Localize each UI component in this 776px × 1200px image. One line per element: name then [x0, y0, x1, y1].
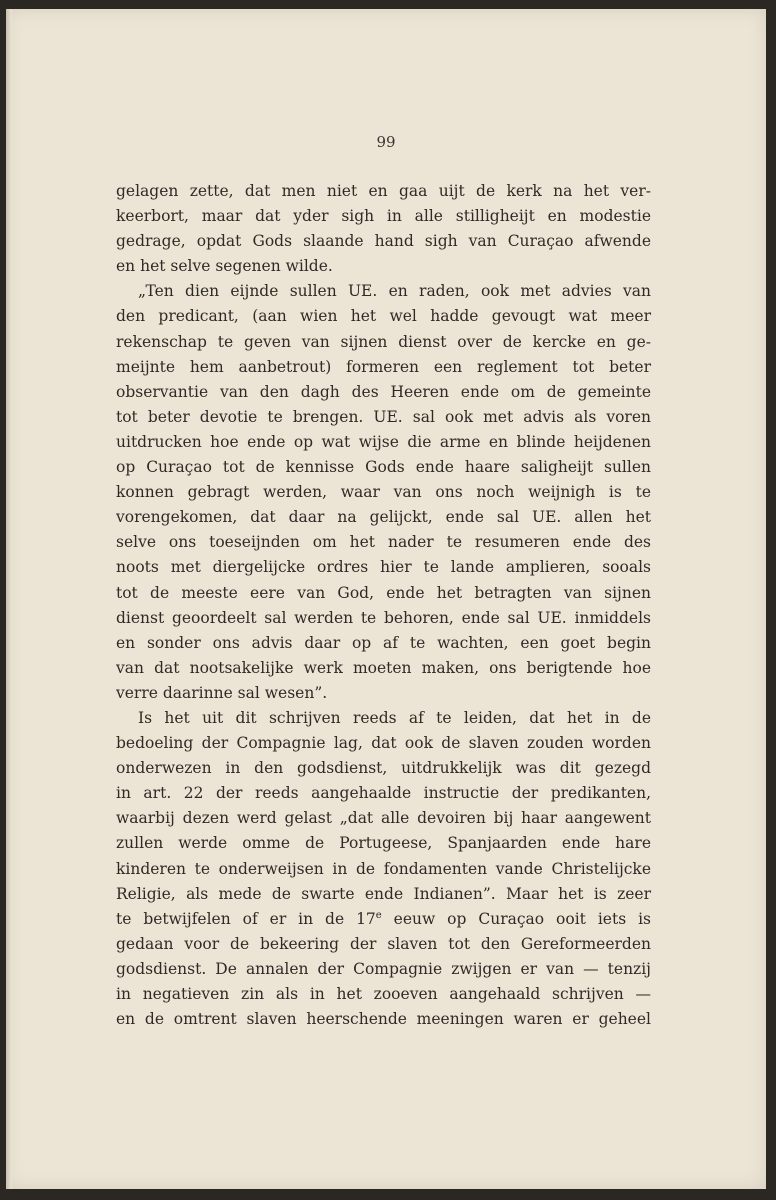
text-line: waarbij dezen werd gelast „dat alle devoiren bij haar aangewent	[116, 809, 651, 828]
text-line: van dat nootsakelijke werk moeten maken, ons berigtende hoe	[116, 658, 651, 677]
text-line: observantie van den dagh des Heeren ende om de gemeinte	[116, 382, 651, 401]
text-line: keerbort, maar dat yder sigh in alle stilligheijt en modestie	[116, 207, 651, 226]
text-line: godsdienst. De annalen der Compagnie zwijgen er van — tenzij	[116, 959, 651, 978]
text-line: selve ons toeseijnden om het nader te resumeren ende des	[116, 533, 651, 552]
text-line: Is het uit dit schrijven reeds af te leiden, dat het in de	[138, 708, 651, 727]
book-page	[6, 9, 766, 1189]
text-line: konnen gebragt werden, waar van ons noch weijnigh is te	[116, 483, 651, 502]
text-line: gedrage, opdat Gods slaande hand sigh van Curaçao afwende	[116, 232, 651, 251]
text-line: gedaan voor de bekeering der slaven tot den Gereformeerden	[116, 934, 651, 953]
text-line: gelagen zette, dat men niet en gaa uijt de kerk na het ver-	[116, 182, 651, 200]
text-line: tot beter devotie te brengen. UE. sal ook met advis als voren	[116, 407, 651, 426]
text-line: onderwezen in den godsdienst, uitdrukkelijk was dit gezegd	[116, 759, 651, 778]
text-line: op Curaçao tot de kennisse Gods ende haare saligheijt sullen	[116, 458, 651, 477]
text-line: Religie, als mede de swarte ende Indianen”. Maar het is zeer	[116, 884, 651, 903]
text-line: bedoeling der Compagnie lag, dat ook de slaven zouden worden	[116, 734, 651, 753]
text-line: uitdrucken hoe ende op wat wijse die arme en blinde heijdenen	[116, 432, 651, 451]
text-line: noots met diergelijcke ordres hier te lande amplieren, sooals	[116, 558, 651, 577]
text-line: verre daarinne sal wesen”.	[116, 683, 328, 702]
text-line: en sonder ons advis daar op af te wachten, een goet begin	[116, 633, 651, 652]
text-line: zullen werde omme de Portugeese, Spanjaarden ende hare	[116, 834, 651, 853]
body-text	[116, 179, 651, 1032]
text-line: kinderen te onderweijsen in de fondamenten vande Christelijcke	[116, 859, 651, 878]
page-number: 99	[376, 133, 396, 151]
text-line: rekenschap te geven van sijnen dienst over de kercke en ge-	[116, 332, 651, 351]
text-line: in negatieven zin als in het zooeven aangehaald schrijven —	[116, 985, 651, 1003]
text-line: vorengekomen, dat daar na gelijckt, ende sal UE. allen het	[116, 508, 651, 527]
text-line: en het selve segenen wilde.	[116, 257, 333, 276]
text-line: meijnte hem aanbetrout) formeren een reglement tot beter	[116, 357, 651, 376]
text-line: „Ten dien eijnde sullen UE. en raden, ook met advies van	[138, 282, 651, 301]
text-line: in art. 22 der reeds aangehaalde instructie der predikanten,	[116, 784, 651, 803]
text-line: dienst geoordeelt sal werden te behoren, ende sal UE. inmiddels	[116, 608, 651, 627]
text-line: tot de meeste eere van God, ende het betragten van sijnen	[116, 583, 651, 602]
text-line: te betwijfelen of er in de 17e eeuw op Curaçao ooit iets is	[116, 909, 651, 928]
text-line: den predicant, (aan wien het wel hadde gevougt wat meer	[116, 307, 651, 326]
text-line: en de omtrent slaven heerschende meeningen waren er geheel	[116, 1010, 651, 1029]
